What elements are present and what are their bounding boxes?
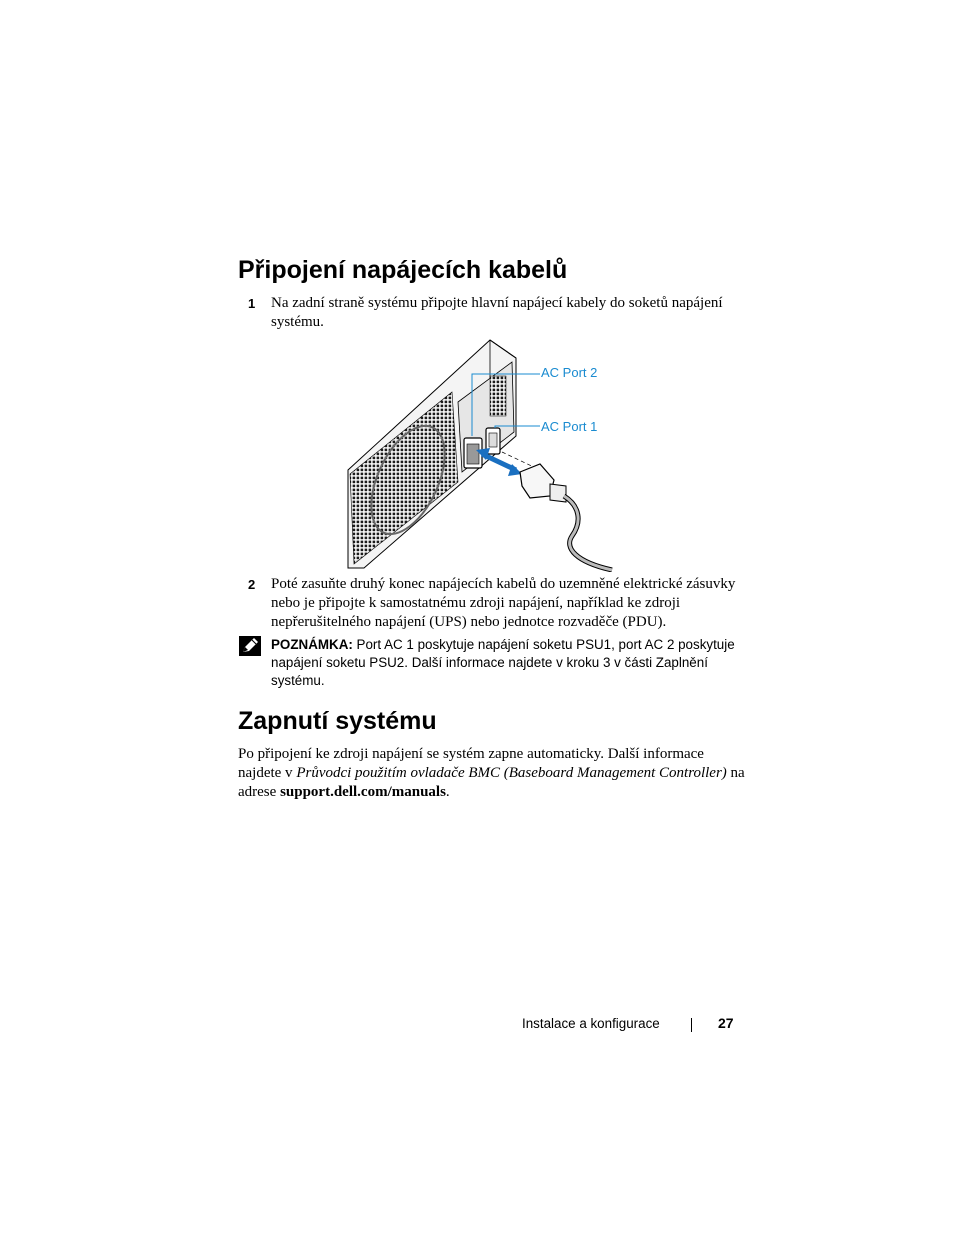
note-body: Port AC 1 poskytuje napájení soketu PSU1, port AC 2 poskytuje napájení soketu PSU2. Další informace najdete v kroku 3 v části Zaplnění systému. bbox=[271, 637, 735, 688]
footer-separator bbox=[691, 1018, 692, 1032]
callout-ac-port-1: AC Port 1 bbox=[541, 419, 598, 434]
footer-page-number: 27 bbox=[718, 1015, 734, 1031]
footer-section-name: Instalace a konfigurace bbox=[522, 1016, 660, 1031]
step-text: Na zadní straně systému připojte hlavní napájecí kabely do soketů napájení systému. bbox=[271, 295, 723, 330]
para-text-end: . bbox=[445, 784, 450, 800]
para-text-mid: na adrese bbox=[238, 765, 745, 800]
support-url-link[interactable]: support.dell.com/manuals bbox=[280, 784, 446, 800]
step-number: 2 bbox=[248, 577, 256, 592]
note-pencil-icon bbox=[239, 636, 261, 656]
para-guide-title: Průvodci použitím ovladače BMC (Baseboard Management Controller) bbox=[296, 765, 727, 781]
callout-ac-port-2: AC Port 2 bbox=[541, 365, 598, 380]
section-heading-power-cables: Připojení napájecích kabelů bbox=[238, 256, 568, 284]
step-text: Poté zasuňte druhý konec napájecích kabelů do uzemněné elektrické zásuvky nebo je připojte k samostatnému zdroji napájení, například ke zdroji nepřerušitelného napájení (UPS) nebo jednotce rozvaděče (PDU). bbox=[271, 576, 736, 630]
power-on-paragraph bbox=[238, 745, 748, 802]
step-number: 1 bbox=[248, 296, 256, 311]
note-label: POZNÁMKA: bbox=[271, 637, 353, 652]
para-text-start: Po připojení ke zdroji napájení se systém zapne automaticky. Další informace najdete v bbox=[238, 746, 704, 781]
note-text bbox=[271, 636, 741, 690]
section-heading-power-on: Zapnutí systému bbox=[238, 707, 437, 735]
